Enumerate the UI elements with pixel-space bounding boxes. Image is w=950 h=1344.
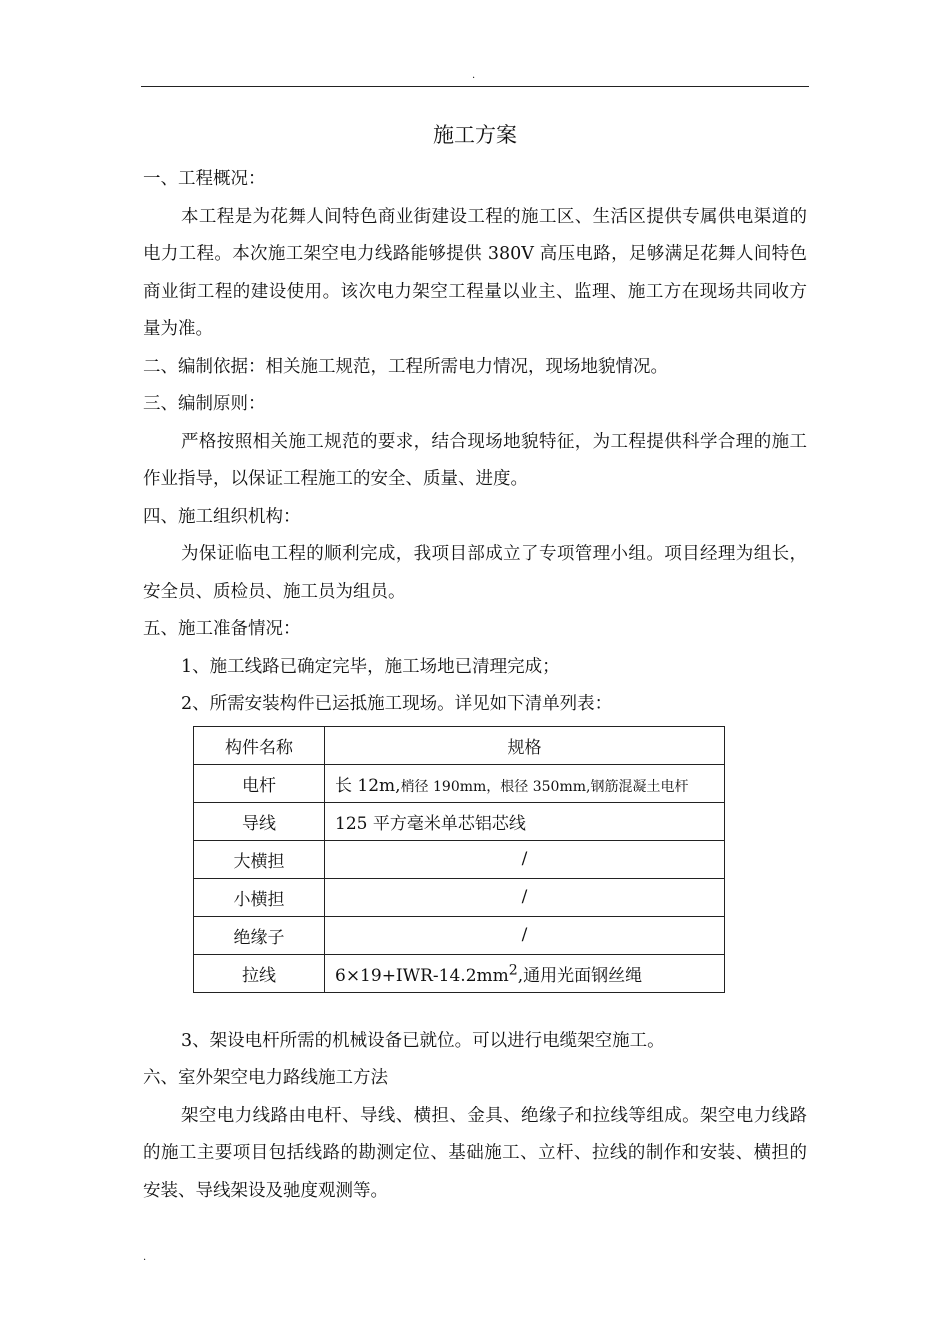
section-1-paragraph: 本工程是为花舞人间特色商业街建设工程的施工区、生活区提供专属供电渠道的电力工程。本次施工架空电力线路能够提供 380V 高压电路，足够满足花舞人间特色商业街工程的建设使用。该次电力架空工程量以业主、监理、施工方在现场共同收方量为准。 — [143, 206, 807, 339]
header-mark: . — [472, 70, 476, 81]
section-3-heading: 三、编制原则： — [143, 394, 266, 414]
header-rule — [141, 86, 809, 87]
section-4-heading: 四、施工组织机构： — [143, 506, 301, 527]
spec-part-b: 梢径 190mm，根径 350mm,钢筋混凝土电杆 — [400, 778, 689, 795]
section-5-item-3: 3、架设电杆所需的机械设备已就位。可以进行电缆架空施工。 — [181, 1030, 665, 1051]
spec-part-a: 6×19+IWR-14.2mm — [335, 965, 509, 986]
table-cell-spec: 125 平方毫米单芯铝芯线 — [325, 802, 725, 840]
section-2-heading: 二、编制依据：相关施工规范，工程所需电力情况，现场地貌情况。 — [143, 356, 668, 377]
document-body — [143, 115, 807, 1210]
table-row — [194, 954, 725, 992]
table-row — [194, 764, 725, 802]
section-5-item-1: 1、施工线路已确定完毕，施工场地已清理完成； — [181, 656, 560, 677]
table-cell-name: 绝缘子 — [194, 916, 325, 954]
table-header-row — [194, 726, 725, 764]
table-cell-spec: / — [325, 916, 725, 954]
table-row — [194, 916, 725, 954]
section-5-heading: 五、施工准备情况： — [143, 619, 301, 639]
section-4-paragraph: 为保证临电工程的顺利完成，我项目部成立了专项管理小组。项目经理为组长，安全员、质检员、施工员为组员。 — [143, 544, 807, 602]
section-6-heading: 六、室外架空电力路线施工方法 — [143, 1068, 388, 1088]
table-row — [194, 840, 725, 878]
spec-part-a: 长 12m, — [335, 775, 401, 796]
document-title: 施工方案 — [433, 123, 517, 147]
section-6-paragraph: 架空电力线路由电杆、导线、横担、金具、绝缘子和拉线等组成。架空电力线路的施工主要项目包括线路的勘测定位、基础施工、立杆、拉线的制作和安装、横担的安装、导线架设及驰度观测等。 — [143, 1105, 807, 1201]
section-3-paragraph: 严格按照相关施工规范的要求，结合现场地貌特征，为工程提供科学合理的施工作业指导，以保证工程施工的安全、质量、进度。 — [143, 431, 807, 489]
section-1-heading: 一、工程概况： — [143, 169, 266, 189]
table-cell-name: 大横担 — [194, 840, 325, 878]
table-row — [194, 802, 725, 840]
table-cell-name: 小横担 — [194, 878, 325, 916]
table-header-spec: 规格 — [325, 726, 725, 764]
table-cell-name: 拉线 — [194, 954, 325, 992]
table-row — [194, 878, 725, 916]
table-cell-spec: / — [325, 878, 725, 916]
table-spacer — [143, 993, 807, 1023]
table-cell-spec: / — [325, 840, 725, 878]
table-cell-name: 电杆 — [194, 764, 325, 802]
table-cell-name: 导线 — [194, 802, 325, 840]
table-cell-spec — [325, 764, 725, 802]
spec-part-b: ,通用光面钢丝绳 — [517, 965, 643, 986]
table-header-name: 构件名称 — [194, 726, 325, 764]
component-table — [193, 726, 725, 993]
section-5-item-2: 2、所需安装构件已运抵施工现场。详见如下清单列表： — [181, 694, 613, 714]
spec-superscript: 2 — [508, 961, 518, 978]
footer-mark: . — [143, 1252, 147, 1263]
table-cell-spec — [325, 954, 725, 992]
